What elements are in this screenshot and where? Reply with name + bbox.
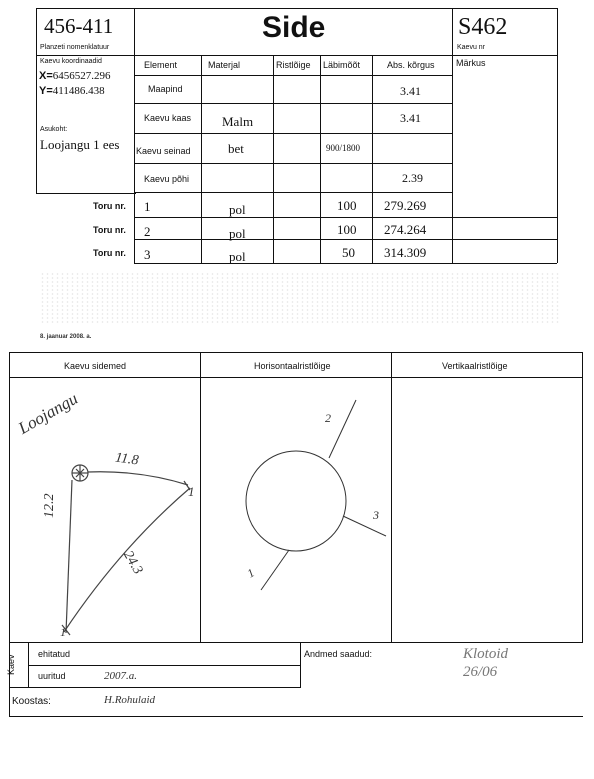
coords-label: Kaevu koordinaadid bbox=[40, 58, 102, 65]
th-abs-height: Abs. kõrgus bbox=[387, 60, 435, 70]
row-height: 3.41 bbox=[400, 84, 421, 98]
nomenclature-label: Planzeti nomenklatuur bbox=[40, 44, 110, 51]
row-material: Malm bbox=[222, 114, 254, 129]
data-received-label: Andmed saadud: bbox=[304, 649, 373, 659]
location-value: Loojangu 1 ees bbox=[40, 137, 120, 152]
pipe-number: 2 bbox=[144, 224, 151, 239]
row-height: 2.39 bbox=[402, 171, 423, 185]
horizontal-section-drawing bbox=[201, 378, 391, 642]
sketch-dist-left: 12.2 bbox=[42, 493, 57, 518]
location-label: Asukoht: bbox=[40, 126, 68, 133]
pipe-number: 1 bbox=[144, 199, 151, 214]
coord-y bbox=[39, 85, 105, 97]
row-element: Kaevu kaas bbox=[144, 113, 192, 123]
kaev-label: Kaev bbox=[6, 654, 16, 675]
well-number-value: S462 bbox=[458, 14, 508, 40]
row-height: 3.41 bbox=[400, 111, 421, 125]
pipe-height: 314.309 bbox=[384, 245, 427, 260]
row-element: Kaevu seinad bbox=[136, 146, 191, 156]
pipe-diameter: 50 bbox=[342, 245, 355, 260]
pipe-height: 279.269 bbox=[384, 198, 427, 213]
pipe-material: pol bbox=[229, 249, 246, 264]
sketch-dist-top: 11.8 bbox=[114, 450, 140, 469]
surveyed-label: uuritud bbox=[38, 671, 66, 681]
sketch-dist-diag: 24.3 bbox=[120, 548, 146, 578]
sketch-street: Loojangu bbox=[15, 388, 81, 438]
page-title: Side bbox=[262, 11, 326, 44]
coord-x-label: X= bbox=[39, 70, 53, 82]
row-diameter: 900/1800 bbox=[326, 143, 361, 153]
sketch-mark-top: 1 bbox=[188, 484, 195, 499]
pipe-label-3: 3 bbox=[373, 508, 379, 522]
sketch-mark-bottom: 1 bbox=[60, 625, 66, 639]
section-links-title: Kaevu sidemed bbox=[64, 361, 127, 371]
row-element: Kaevu põhi bbox=[144, 174, 190, 184]
row-material: bet bbox=[228, 141, 244, 156]
pipe-label-1: 1 bbox=[244, 565, 257, 581]
scan-noise bbox=[40, 272, 560, 324]
nomenclature-value: 456-411 bbox=[44, 14, 114, 38]
th-remark: Märkus bbox=[456, 58, 486, 68]
author-value: H.Rohulaid bbox=[104, 694, 156, 706]
surveyed-value: 2007.a. bbox=[104, 670, 137, 682]
coord-y-label: Y= bbox=[39, 85, 53, 97]
coord-x bbox=[39, 70, 111, 82]
pipe-number: 3 bbox=[144, 247, 151, 262]
date-stamp: 8. jaanuar 2008. a. bbox=[40, 334, 92, 340]
section-horizontal-title: Horisontaalristlõige bbox=[254, 361, 331, 371]
built-label: ehitatud bbox=[38, 649, 71, 659]
th-material: Materjal bbox=[208, 60, 241, 70]
pipe-label: Toru nr. bbox=[93, 248, 126, 258]
pipe-label-2: 2 bbox=[325, 411, 331, 425]
pipe-diameter: 100 bbox=[337, 222, 357, 237]
coord-y-value: 411486.438 bbox=[52, 85, 105, 97]
pipe-label: Toru nr. bbox=[93, 225, 126, 235]
author-label: Koostas: bbox=[12, 696, 51, 707]
th-element: Element bbox=[144, 60, 178, 70]
data-received-value: Klotoid 26/06 bbox=[463, 646, 509, 680]
section-vertical-title: Vertikaalristlõige bbox=[442, 361, 508, 371]
pipe-material: pol bbox=[229, 226, 246, 241]
row-element: Maapind bbox=[148, 84, 183, 94]
well-number-label: Kaevu nr bbox=[457, 44, 486, 51]
th-diameter: Läbimõõt bbox=[323, 60, 361, 70]
pipe-label: Toru nr. bbox=[93, 201, 126, 211]
coord-x-value: 6456527.296 bbox=[52, 70, 111, 82]
pipe-material: pol bbox=[229, 202, 246, 217]
pipe-diameter: 100 bbox=[337, 198, 357, 213]
pipe-height: 274.264 bbox=[384, 222, 427, 237]
th-cross-section: Ristlõige bbox=[276, 60, 311, 70]
